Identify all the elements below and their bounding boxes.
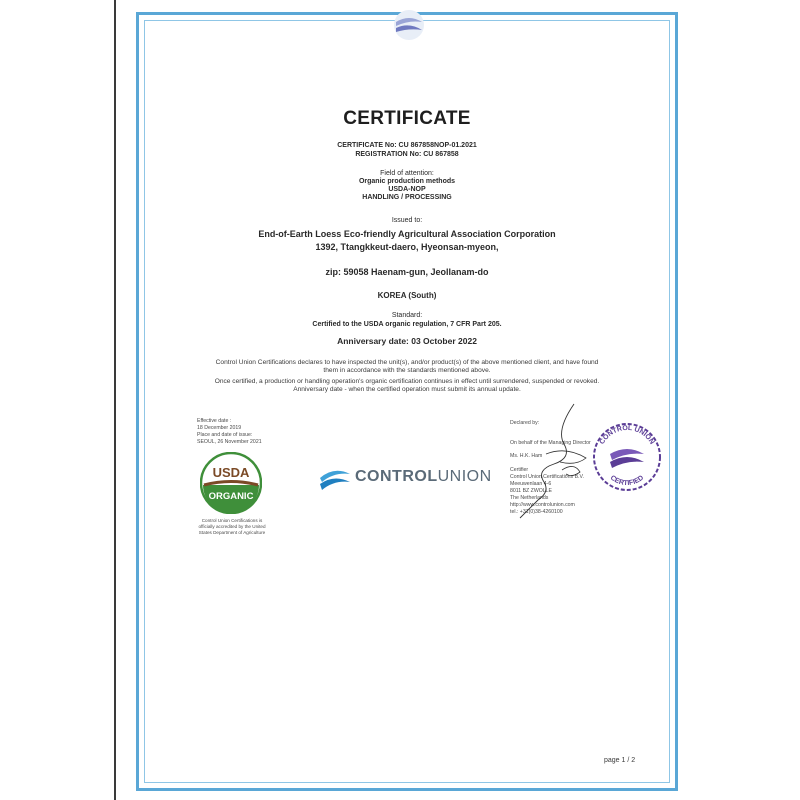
standard-text: Certified to the USDA organic regulation, 7 CFR Part 205. — [312, 321, 502, 328]
certifier-web: http://www.controlunion.com — [510, 502, 575, 508]
field-line: USDA-NOP — [388, 186, 426, 193]
page-number: page 1 / 2 — [604, 757, 636, 764]
certifier-org: Control Union Certifications B.V. — [510, 474, 584, 480]
registration-number: REGISTRATION No: CU 867858 — [355, 151, 459, 158]
seal-top-text: CONTROL UNION — [598, 424, 656, 446]
certifier-zip: 8011 BZ ZWOLLE — [510, 488, 552, 494]
certifier-street: Meeuwenlaan 4-6 — [510, 481, 552, 487]
standard-label: Standard: — [391, 312, 423, 319]
certificate-title: CERTIFICATE — [343, 108, 471, 129]
usda-accreditation-note — [196, 518, 268, 536]
dates-block — [197, 418, 262, 446]
usda-note-line: Control Union Certifications is — [201, 518, 263, 523]
effective-label: Effective date : — [197, 418, 232, 424]
usda-seal-bottom-text: ORGANIC — [208, 491, 254, 502]
left-edge-line — [114, 0, 116, 800]
wordmark-part: CONTROL — [355, 468, 438, 485]
on-behalf-text: On behalf of the Managing Director — [510, 440, 591, 446]
usda-seal-top-text: USDA — [212, 465, 250, 480]
field-line: Organic production methods — [358, 178, 456, 185]
field-line: HANDLING / PROCESSING — [362, 194, 452, 201]
control-union-wordmark — [355, 468, 492, 486]
declaration-line: Once certified, a production or handling operation's organic certification continues in effect until surrendered, suspended or revoked. — [214, 378, 600, 385]
seal-bottom-text: CERTIFIED — [608, 474, 646, 488]
control-union-certified-seal-icon — [590, 420, 664, 494]
declared-by-label: Declared by: — [510, 420, 540, 426]
usda-note-line: States Department of Agriculture — [198, 530, 266, 535]
declaration-line: Control Union Certifications declares to have inspected the unit(s), and/or product(s) of the above mentioned client, and have found — [215, 359, 599, 366]
certifier-country: The Netherlands — [510, 495, 549, 501]
field-label: Field of attention: — [380, 170, 434, 177]
address-line: zip: 59058 Haenam-gun, Jeollanam-do — [325, 267, 489, 277]
svg-text:CERTIFIED — [609, 475, 645, 488]
declaration-line: them in accordance with the standards mentioned above. — [323, 367, 491, 374]
usda-note-line: officially accredited by the United — [198, 524, 266, 529]
effective-date: 18 December 2019 — [197, 425, 242, 431]
country: KOREA (South) — [377, 291, 437, 300]
usda-organic-seal-icon — [200, 452, 262, 514]
certifier-tel: tel.: +31(0)38-4260100 — [510, 509, 563, 515]
address-line: 1392, Ttangkkeut-daero, Hyeonsan-myeon, — [315, 242, 499, 252]
wordmark-part: UNION — [437, 468, 492, 485]
anniversary-date: Anniversary date: 03 October 2022 — [337, 336, 477, 346]
issue-date: SEOUL, 26 November 2021 — [197, 439, 262, 445]
company-name: End-of-Earth Loess Eco-friendly Agricultural Association Corporation — [258, 229, 556, 239]
declaration-line: Anniversary date - when the certified operation must submit its annual update. — [293, 386, 521, 393]
issue-label: Place and date of issue: — [197, 432, 253, 438]
svg-text:CONTROL UNION — [599, 425, 656, 446]
issued-label: Issued to: — [391, 217, 423, 224]
certificate-number: CERTIFICATE No: CU 867858NOP-01.2021 — [337, 142, 477, 149]
certifier-label: Certifier — [510, 467, 529, 473]
signatory-name: Ms. H.K. Ham — [510, 453, 543, 459]
handwritten-signature-icon — [516, 400, 596, 520]
top-emblem-icon — [392, 8, 426, 42]
